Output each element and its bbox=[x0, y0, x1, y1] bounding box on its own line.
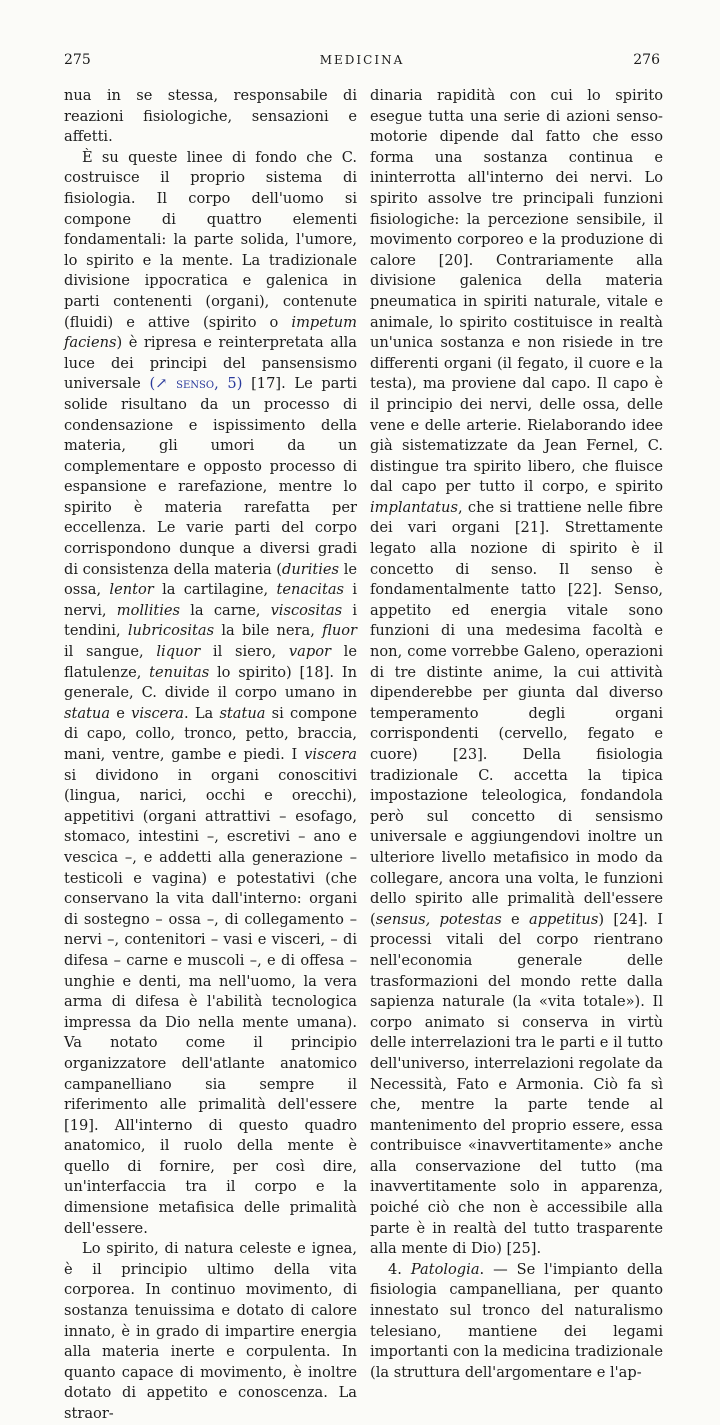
text-span: lo spirito) [18]. In generale, C. divide il corpo umano in bbox=[64, 663, 357, 702]
italic-term: appetitus bbox=[529, 910, 599, 928]
left-column bbox=[64, 86, 357, 1425]
section-paragraph bbox=[370, 1260, 663, 1384]
cross-reference-word: senso bbox=[176, 375, 215, 393]
italic-term: tenuitas bbox=[149, 663, 210, 681]
text-span: si dividono in organi conoscitivi (lingua, narici, occhi e orecchi), appetitivi (organi attrattivi – esofago, stomaco, intestini –, escretivi – ano e vescica –, e addetti alla generazione – testicoli e vagina) e potestativi (che conservano la vita dall'interno: organi di sostegno – ossa –, di collegamento – nervi –, contenitori – vasi e visceri, – di difesa – carne e muscoli –, e di offesa – unghie e denti, ma nell'uomo, la vera arma di difesa è l'abilità tecnologica impressa da Dio nella mente umana). Va notato come il principio organizzatore dell'atlante anatomico campanelliano sia sempre il riferimento alle primalità dell'essere [19]. All'interno di questo quadro anatomico, il ruolo della mente è quello di fornire, per così dire, un'interfaccia tra il corpo e la dimensione metafisica delle primalità dell'essere. bbox=[64, 766, 357, 1237]
italic-term: lubricositas bbox=[127, 622, 215, 640]
text-span: il siero, bbox=[200, 643, 289, 661]
page-number-left: 275 bbox=[64, 52, 91, 68]
text-span: si compone di capo, collo, tronco, petto, braccia, mani, ventre, gambe e piedi. I bbox=[64, 704, 358, 763]
paragraph bbox=[370, 86, 663, 1260]
text-span: ) è ripresa e reinterpretata alla luce dei principi del pansensismo universale bbox=[64, 334, 357, 393]
italic-term: liquor bbox=[156, 643, 201, 661]
text-span: , che si trattiene nelle fibre dei vari organi [21]. Strettamente legato alla nozione di spirito è il concetto di senso. Il senso è fondamentalmente tatto [22]. Senso, appetito ed energia vitale sono funzioni di una medesima facoltà e non, come vorrebbe Galeno, operazioni di tre distinte anime, la cui attività dipenderebbe per giunta dal diverso temperamento degli organi corrispondenti (cervello, fegato e cuore) [23]. Della fisiologia tradizionale C. accetta la tipica impostazione teleologica, fondandola però sul concetto di sensismo universale e aggiungendovi inoltre un ulteriore livello metafisico in modo da collegare, ancora una volta, le funzioni dello spirito alle primalità dell'essere ( bbox=[370, 498, 663, 928]
section-number: 4. bbox=[388, 1260, 411, 1278]
italic-term: durities bbox=[282, 560, 340, 578]
text-span: . La bbox=[183, 704, 220, 722]
italic-term: implantatus bbox=[370, 498, 458, 516]
text-span: i nervi, bbox=[64, 581, 357, 619]
paragraph: Lo spirito, di natura celeste e ignea, è il principio ultimo della vita corporea. In continuo movimento, di sostanza tenuissima e dotato di calore innato, è in grado di impartire energia alla materia inerte e corpulenta. In quanto capace di movimento, è inoltre dotato di appetito e conoscenza. La straor- bbox=[64, 1240, 357, 1422]
italic-term: tenacitas bbox=[276, 581, 345, 599]
text-span: . — Se l'impianto della fisiologia campanelliana, per quanto innestato sul tronco del naturalismo telesiano, mantiene dei legami importanti con la medicina tradizionale (la struttura dell'argomentare e l'ap- bbox=[370, 1260, 663, 1381]
italic-term: statua bbox=[219, 704, 266, 722]
text-span: È su queste linee di fondo che C. costruisce il proprio sistema di fisiologia. Il corpo dell'uomo si compone di quattro elementi fondamentali: la parte solida, l'umore, lo spirito e la mente. La tradizionale divisione ippocratica e galenica in parti contenenti (organi), contenute (fluidi) e attive (spirito o bbox=[64, 148, 357, 331]
text-span: la carne, bbox=[180, 601, 271, 619]
text-span: il sangue, bbox=[64, 643, 157, 661]
text-span: la bile nera, bbox=[214, 622, 323, 640]
running-header bbox=[64, 52, 660, 74]
cross-reference-link[interactable] bbox=[150, 375, 243, 392]
italic-term: lentor bbox=[109, 581, 154, 599]
italic-term: viscera bbox=[304, 746, 357, 763]
text-span: la cartilagine, bbox=[153, 581, 277, 599]
text-span: e bbox=[501, 910, 529, 928]
italic-term: mollities bbox=[116, 601, 181, 619]
text-span: e bbox=[110, 704, 132, 722]
italic-term: vapor bbox=[288, 643, 331, 661]
paragraph bbox=[64, 148, 357, 1239]
italic-term: viscera bbox=[131, 704, 184, 722]
text-span: i tendini, bbox=[64, 601, 358, 640]
paragraph: nua in se stessa, responsabile di reazioni fisiologiche, sensazioni e affetti. bbox=[64, 87, 357, 146]
text-span: le flatulenze, bbox=[64, 643, 357, 681]
italic-term: statua bbox=[64, 704, 111, 722]
italic-term: sensus, potestas bbox=[375, 910, 502, 928]
section-title: Patologia bbox=[410, 1260, 480, 1278]
text-span: ) [24]. I processi vitali del corpo rientrano nell'economia generale delle trasformazioni del mondo rette dalla sapienza naturale (la «vita totale»). Il corpo animato si conserva in virtù delle interrelazioni tra le parti e il tutto dell'universo, interrelazioni regolate da Necessità, Fato e Armonia. Ciò fa sì che, mentre la parte tende al mantenimento del proprio essere, essa contribuisce «inavvertitamente» anche alla conservazione del tutto (ma inavvertitamente solo in apparenza, poiché ciò che non è accessibile alla parte è in realtà del tutto trasparente alla mente di Dio) [25]. bbox=[370, 910, 663, 1258]
cross-reference-number: , 5) bbox=[214, 375, 243, 393]
italic-term: viscositas bbox=[270, 601, 343, 619]
page-number-right: 276 bbox=[633, 52, 660, 68]
italic-term: fluor bbox=[322, 622, 357, 640]
arrow-icon: (↗ bbox=[149, 375, 177, 393]
text-span: dinaria rapidità con cui lo spirito esegue tutta una serie di azioni senso-motorie dipende dal fatto che esso forma una sostanza continua e ininterrotta all'interno dei nervi. Lo spirito assolve tre principali funzioni fisiologiche: la percezione sensibile, il movimento corporeo e la produzione di calore [20]. Contrariamente alla divisione galenica della materia pneumatica in spiriti naturale, vitale e animale, lo spirito costituisce in realtà un'unica sostanza e non risiede in tre differenti organi (il fegato, il cuore e la testa), ma proviene dal capo. Il capo è il principio dei nervi, delle ossa, delle vene e delle arterie. Rielaborando idee già sistematizzate da Jean Fernel, C. distingue tra spirito libero, che fluisce dal capo per tutto il corpo, e spirito bbox=[370, 87, 663, 496]
text-span: le ossa, bbox=[64, 560, 357, 599]
text-span: [17]. Le parti solide risultano da un processo di condensazione e ispissimento della materia, gli umori da un complementare e opposto processo di espansione e rarefazione, mentre lo spirito è materia rarefatta per eccellenza. Le varie parti del corpo corrispondono dunque a diversi gradi di consistenza della materia ( bbox=[64, 375, 357, 578]
italic-term: impetum faciens bbox=[64, 313, 357, 352]
running-title: MEDICINA bbox=[319, 53, 405, 67]
right-column bbox=[370, 86, 663, 1383]
